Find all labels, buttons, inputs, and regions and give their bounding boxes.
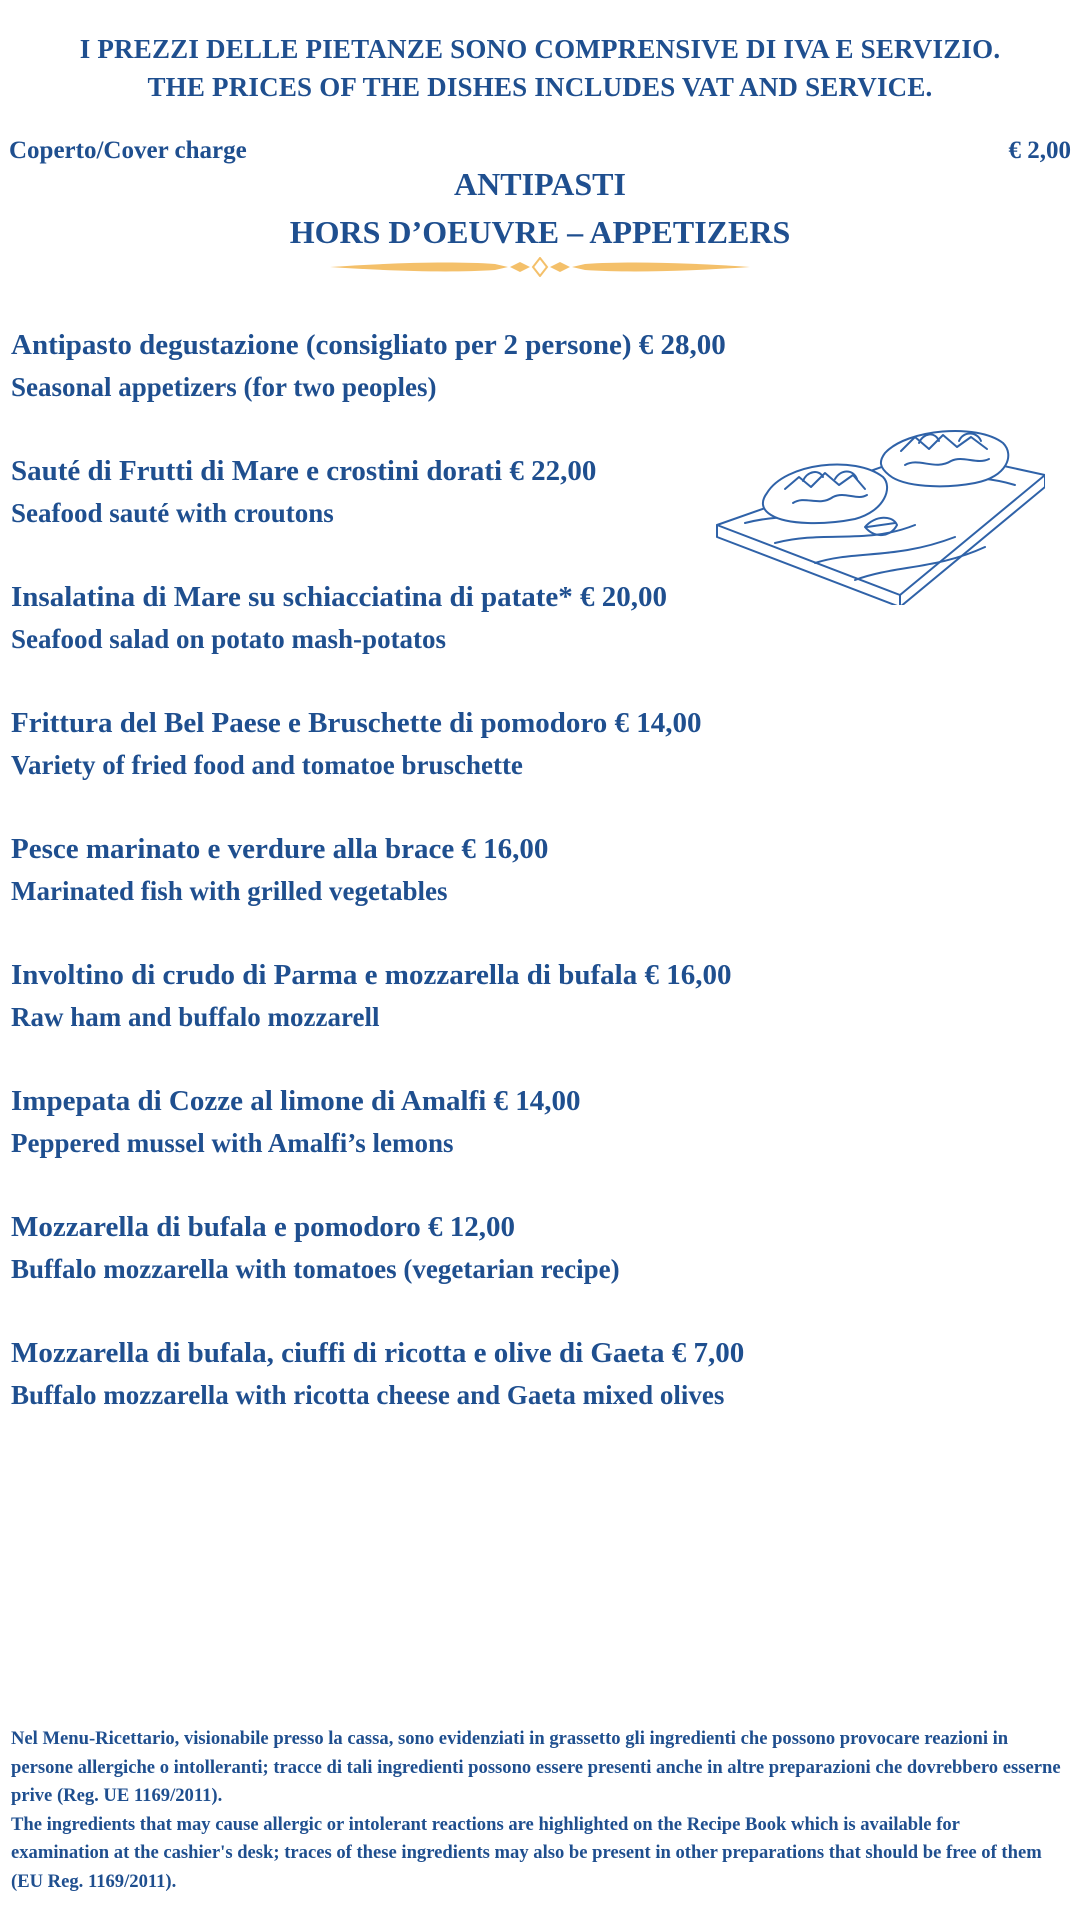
- price-notice-english: THE PRICES OF THE DISHES INCLUDES VAT AND SERVICE.: [147, 72, 933, 102]
- menu-item: [11, 1332, 911, 1458]
- menu-item: [11, 702, 911, 828]
- menu-item: [11, 1206, 911, 1332]
- dish-italian: Mozzarella di bufala, ciuffi di ricotta e olive di Gaeta € 7,00: [11, 1337, 745, 1369]
- section-heading: [0, 160, 1080, 256]
- allergen-notice: [11, 1725, 1061, 1897]
- dish-english: Variety of fried food and tomatoe bruschette: [11, 750, 523, 780]
- cover-charge-label: Coperto/Cover charge: [9, 137, 247, 164]
- section-subtitle: HORS D’OEUVRE – APPETIZERS: [289, 214, 791, 250]
- dish-italian: Frittura del Bel Paese e Bruschette di pomodoro € 14,00: [11, 707, 702, 739]
- dish-italian: Impepata di Cozze al limone di Amalfi € 14,00: [11, 1085, 581, 1117]
- dish-english: Marinated fish with grilled vegetables: [11, 876, 448, 906]
- dish-italian: Involtino di crudo di Parma e mozzarella di bufala € 16,00: [11, 959, 732, 991]
- dish-english: Seafood sauté with croutons: [11, 498, 334, 528]
- dish-english: Peppered mussel with Amalfi’s lemons: [11, 1128, 454, 1158]
- dish-italian: Antipasto degustazione (consigliato per 2 persone) € 28,00: [11, 329, 726, 361]
- section-title: ANTIPASTI: [454, 166, 626, 202]
- antipasto-board-icon: [715, 415, 1045, 605]
- dish-italian: Insalatina di Mare su schiacciatina di patate* € 20,00: [11, 581, 668, 613]
- price-notice-italian: I PREZZI DELLE PIETANZE SONO COMPRENSIVE DI IVA E SERVIZIO.: [79, 34, 1001, 64]
- ornament-divider-icon: [330, 257, 750, 277]
- allergen-notice-english: The ingredients that may cause allergic or intolerant reactions are highlighted on the Recipe Book which is available for examination at the cashier's desk; traces of these ingredients may also be present in other preparations that should be free of them (EU Reg. 1169/2011).: [11, 1813, 1042, 1892]
- dish-english: Buffalo mozzarella with ricotta cheese and Gaeta mixed olives: [11, 1380, 725, 1410]
- price-notice: [0, 30, 1080, 106]
- allergen-notice-italian: Nel Menu-Ricettario, visionabile presso la cassa, sono evidenziati in grassetto gli ingredienti che possono provocare reazioni in persone allergiche o intolleranti; tracce di tali ingredienti possono essere presenti anche in altre preparazioni che dovrebbero esserne prive (Reg. UE 1169/2011).: [11, 1728, 1061, 1807]
- cover-charge-price: € 2,00: [1008, 137, 1071, 164]
- menu-item: [11, 1080, 911, 1206]
- dish-english: Raw ham and buffalo mozzarell: [11, 1002, 380, 1032]
- dish-english: Seafood salad on potato mash-potatos: [11, 624, 447, 654]
- dish-italian: Mozzarella di bufala e pomodoro € 12,00: [11, 1211, 515, 1243]
- menu-item: [11, 954, 911, 1080]
- dish-italian: Sauté di Frutti di Mare e crostini dorati € 22,00: [11, 455, 597, 487]
- menu-item: [11, 828, 911, 954]
- dish-english: Seasonal appetizers (for two peoples): [11, 372, 437, 402]
- dish-english: Buffalo mozzarella with tomatoes (vegetarian recipe): [11, 1254, 620, 1284]
- dish-italian: Pesce marinato e verdure alla brace € 16,00: [11, 833, 549, 865]
